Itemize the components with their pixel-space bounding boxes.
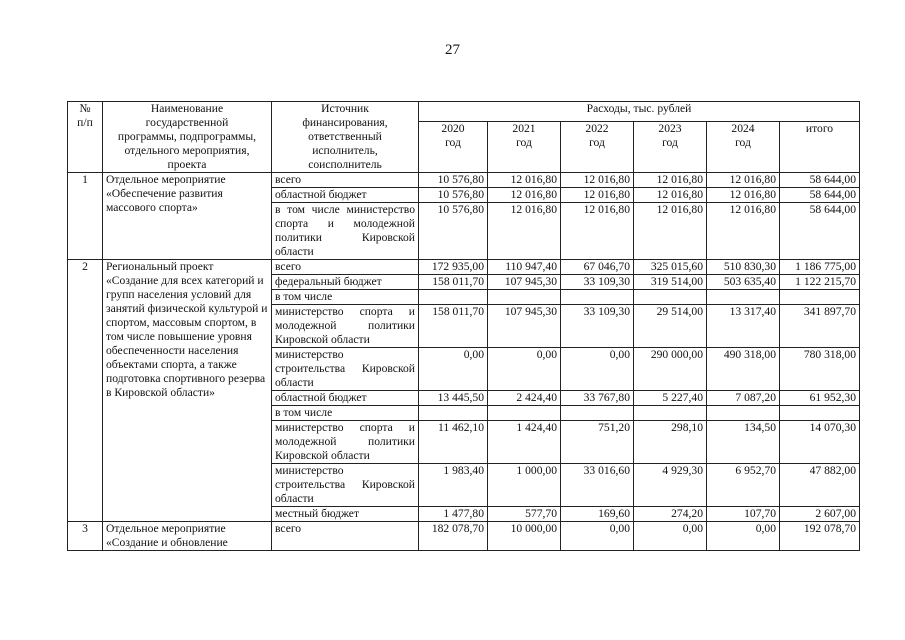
year-value-cell: 12 016,80: [634, 173, 707, 188]
row-number: 2: [68, 260, 103, 522]
header-year-label: 2024 год: [731, 122, 755, 149]
header-year: [419, 122, 488, 173]
year-value-cell: [634, 290, 707, 305]
year-value-cell: 5 227,40: [634, 391, 707, 406]
year-value-cell: 0,00: [561, 522, 634, 551]
year-value-cell: 6 952,70: [707, 464, 780, 507]
header-num: [68, 102, 103, 173]
year-value-cell: 10 576,80: [419, 203, 488, 260]
funding-source: федеральный бюджет: [272, 275, 419, 290]
year-value-cell: 10 576,80: [419, 188, 488, 203]
header-total-label: итого: [805, 122, 834, 135]
year-value-cell: [488, 406, 561, 421]
header-source: [272, 102, 419, 173]
year-value-cell: 1 983,40: [419, 464, 488, 507]
total-cell: 58 644,00: [780, 188, 860, 203]
funding-source: местный бюджет: [272, 507, 419, 522]
year-value-cell: 10 000,00: [488, 522, 561, 551]
funding-source: министерство спорта и молодежной политики Кировской области: [272, 305, 419, 348]
year-value-cell: 12 016,80: [561, 173, 634, 188]
header-num-label: № п/п: [77, 102, 93, 129]
year-value-cell: 33 109,30: [561, 305, 634, 348]
total-cell: 192 078,70: [780, 522, 860, 551]
year-value-cell: 0,00: [634, 522, 707, 551]
year-value-cell: 510 830,30: [707, 260, 780, 275]
year-value-cell: 107,70: [707, 507, 780, 522]
year-value-cell: 12 016,80: [488, 203, 561, 260]
header-expenses: [419, 102, 860, 122]
total-cell: 341 897,70: [780, 305, 860, 348]
funding-source: всего: [272, 260, 419, 275]
year-value-cell: 158 011,70: [419, 275, 488, 290]
header-year-label: 2020 год: [441, 122, 465, 149]
year-value-cell: 490 318,00: [707, 348, 780, 391]
header-year-label: 2021 год: [512, 122, 536, 149]
total-cell: 58 644,00: [780, 173, 860, 188]
year-value-cell: [707, 290, 780, 305]
year-value-cell: 33 767,80: [561, 391, 634, 406]
funding-source: всего: [272, 522, 419, 551]
year-value-cell: 107 945,30: [488, 275, 561, 290]
year-value-cell: 12 016,80: [707, 173, 780, 188]
year-value-cell: 172 935,00: [419, 260, 488, 275]
year-value-cell: 110 947,40: [488, 260, 561, 275]
budget-table: [67, 101, 860, 551]
year-value-cell: 290 000,00: [634, 348, 707, 391]
year-value-cell: [419, 290, 488, 305]
year-value-cell: 0,00: [561, 348, 634, 391]
header-expenses-label: Расходы, тыс. рублей: [586, 102, 692, 115]
table-row: [68, 173, 860, 188]
funding-source: областной бюджет: [272, 188, 419, 203]
year-value-cell: 12 016,80: [488, 188, 561, 203]
year-value-cell: 0,00: [707, 522, 780, 551]
year-value-cell: [561, 406, 634, 421]
year-value-cell: 1 000,00: [488, 464, 561, 507]
total-cell: 58 644,00: [780, 203, 860, 260]
year-value-cell: [561, 290, 634, 305]
year-value-cell: 12 016,80: [561, 203, 634, 260]
year-value-cell: 325 015,60: [634, 260, 707, 275]
table-body: [68, 173, 860, 551]
header-year-label: 2022 год: [585, 122, 609, 149]
year-value-cell: 2 424,40: [488, 391, 561, 406]
funding-source: министерство строительства Кировской области: [272, 464, 419, 507]
year-value-cell: 274,20: [634, 507, 707, 522]
funding-source: всего: [272, 173, 419, 188]
measure-name: Отдельное мероприятие «Создание и обновление: [103, 522, 272, 551]
row-number: 3: [68, 522, 103, 551]
year-value-cell: 1 477,80: [419, 507, 488, 522]
funding-source: областной бюджет: [272, 391, 419, 406]
year-value-cell: 13 445,50: [419, 391, 488, 406]
total-cell: 14 070,30: [780, 421, 860, 464]
year-value-cell: 751,20: [561, 421, 634, 464]
year-value-cell: 503 635,40: [707, 275, 780, 290]
year-value-cell: 33 016,60: [561, 464, 634, 507]
table-row: [68, 522, 860, 551]
header-row: [68, 102, 860, 122]
total-cell: 2 607,00: [780, 507, 860, 522]
year-value-cell: 10 576,80: [419, 173, 488, 188]
year-value-cell: [634, 406, 707, 421]
year-value-cell: 107 945,30: [488, 305, 561, 348]
table-row: [68, 260, 860, 275]
header-year-label: 2023 год: [658, 122, 682, 149]
year-value-cell: 13 317,40: [707, 305, 780, 348]
year-value-cell: [707, 406, 780, 421]
total-cell: 1 186 775,00: [780, 260, 860, 275]
funding-source: в том числе: [272, 290, 419, 305]
year-value-cell: 67 046,70: [561, 260, 634, 275]
measure-name: Региональный проект «Создание для всех категорий и групп населения условий для занятий физической культурой и спортом, массовым спортом, в том числе повышение уровня обеспеченности населения объектами спорта, а также подготовка спортивного резерва в Кировской области»: [103, 260, 272, 522]
year-value-cell: 12 016,80: [561, 188, 634, 203]
measure-name: Отдельное мероприятие «Обеспечение развития массового спорта»: [103, 173, 272, 260]
year-value-cell: 169,60: [561, 507, 634, 522]
year-value-cell: 12 016,80: [707, 188, 780, 203]
header-source-label: Источник финансирования, ответственный исполнитель, соисполнитель: [302, 102, 388, 171]
year-value-cell: 11 462,10: [419, 421, 488, 464]
total-cell: [780, 406, 860, 421]
year-value-cell: 319 514,00: [634, 275, 707, 290]
year-value-cell: 1 424,40: [488, 421, 561, 464]
year-value-cell: 33 109,30: [561, 275, 634, 290]
header-total: [780, 122, 860, 173]
year-value-cell: 12 016,80: [707, 203, 780, 260]
funding-source: в том числе министерство спорта и молодежной политики Кировской области: [272, 203, 419, 260]
row-number: 1: [68, 173, 103, 260]
year-value-cell: 182 078,70: [419, 522, 488, 551]
year-value-cell: 12 016,80: [634, 188, 707, 203]
funding-source: министерство строительства Кировской области: [272, 348, 419, 391]
year-value-cell: [488, 290, 561, 305]
funding-source: в том числе: [272, 406, 419, 421]
total-cell: 61 952,30: [780, 391, 860, 406]
year-value-cell: 298,10: [634, 421, 707, 464]
year-value-cell: 12 016,80: [488, 173, 561, 188]
page-number: 27: [445, 42, 460, 58]
year-value-cell: 7 087,20: [707, 391, 780, 406]
year-value-cell: 4 929,30: [634, 464, 707, 507]
total-cell: 47 882,00: [780, 464, 860, 507]
year-value-cell: 12 016,80: [634, 203, 707, 260]
header-year: [707, 122, 780, 173]
header-year: [634, 122, 707, 173]
year-value-cell: 577,70: [488, 507, 561, 522]
year-value-cell: [419, 406, 488, 421]
header-name: [103, 102, 272, 173]
total-cell: 1 122 215,70: [780, 275, 860, 290]
total-cell: 780 318,00: [780, 348, 860, 391]
year-value-cell: 134,50: [707, 421, 780, 464]
year-value-cell: 0,00: [419, 348, 488, 391]
year-value-cell: 0,00: [488, 348, 561, 391]
year-value-cell: 29 514,00: [634, 305, 707, 348]
header-year: [561, 122, 634, 173]
total-cell: [780, 290, 860, 305]
funding-source: министерство спорта и молодежной политики Кировской области: [272, 421, 419, 464]
year-value-cell: 158 011,70: [419, 305, 488, 348]
header-year: [488, 122, 561, 173]
header-name-label: Наименование государственной программы, подпрограммы, отдельного мероприятия, проекта: [117, 102, 257, 171]
